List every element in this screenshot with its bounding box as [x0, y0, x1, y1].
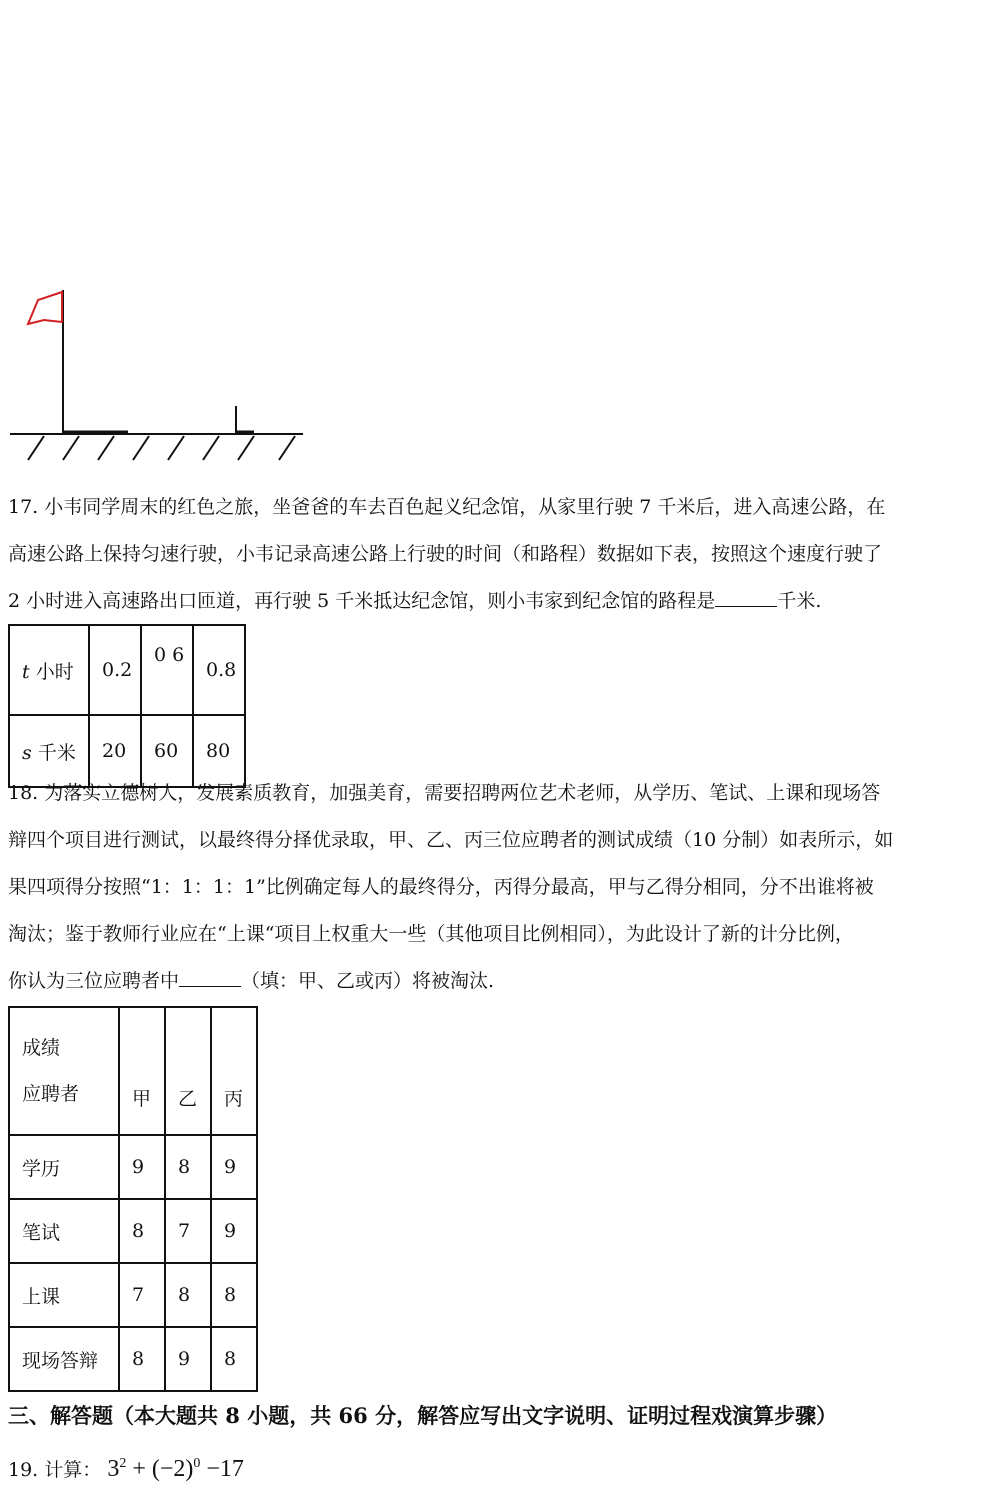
q17-table: [8, 624, 246, 788]
flag-icon: [28, 292, 62, 324]
answer-blank: [715, 588, 777, 607]
table-cell: 7: [165, 1199, 211, 1263]
table-cell: 9: [211, 1135, 257, 1199]
table-cell: 60: [141, 715, 193, 787]
q17-line-1: 17. 小韦同学周末的红色之旅，坐爸爸的车去百色起义纪念馆，从家里行驶 7 千米后，进入高速公路，在: [8, 496, 886, 518]
table-row: [9, 1135, 257, 1199]
q18-table: [8, 1006, 258, 1392]
q19-label: 19. 计算：: [8, 1459, 102, 1481]
table-cell: 8: [211, 1327, 257, 1391]
question-17: [8, 484, 885, 625]
q19-expression: $3^2 + (-2)^0 -17$: [107, 1456, 244, 1482]
table-cell: 7: [119, 1263, 165, 1327]
table-cell: t 小时: [9, 625, 89, 715]
question-19: [8, 1455, 244, 1483]
section-heading: 三、解答题（本大题共 8 小题，共 66 分，解答应写出文字说明、证明过程戏演算步骤）: [8, 1403, 838, 1428]
table-cell: 9: [119, 1135, 165, 1199]
row-label: 学历: [9, 1135, 119, 1199]
table-row: [9, 625, 245, 715]
table-cell: 0 6: [141, 625, 193, 715]
table-cell: s 千米: [9, 715, 89, 787]
row-label: 上课: [9, 1263, 119, 1327]
q18-line-5: 你认为三位应聘者中 （填：甲、乙或丙）将被淘汰.: [8, 970, 495, 992]
q18-line-2: 辩四个项目进行测试，以最终得分择优录取，甲、乙、丙三位应聘者的测试成绩（10 分制）如表所示，如: [8, 829, 894, 851]
table-cell: 9: [211, 1199, 257, 1263]
question-18: [8, 770, 893, 1005]
row-label: 笔试: [9, 1199, 119, 1263]
table-cell: 8: [119, 1327, 165, 1391]
table-cell: 8: [165, 1135, 211, 1199]
ground-hatching: [28, 436, 295, 460]
q18-line-4: 淘汰；鉴于教师行业应在“上课“项目上权重大一些（其他项目比例相同），为此设计了新的计分比例，: [8, 923, 854, 945]
q18-line-1: 18. 为落实立德树人，发展素质教育，加强美育，需要招聘两位艺术老师，从学历、笔试、上课和现场答: [8, 782, 881, 804]
table-row: [9, 1263, 257, 1327]
row-label: 现场答辩: [9, 1327, 119, 1391]
header-diagonal-cell: 成绩 应聘者: [9, 1007, 119, 1135]
q18-line-3: 果四项得分按照“1：1：1：1”比例确定每人的最终得分，丙得分最高，甲与乙得分相同，分不出谁将被: [8, 876, 874, 898]
flagpole-figure: [0, 280, 320, 480]
table-row: [9, 1327, 257, 1391]
table-header-row: [9, 1007, 257, 1135]
column-header: 丙: [211, 1007, 257, 1135]
table-cell: 20: [89, 715, 141, 787]
q17-line-2: 高速公路上保持匀速行驶，小韦记录高速公路上行驶的时间（和路程）数据如下表，按照这个速度行驶了: [8, 543, 883, 565]
table-cell: 8: [211, 1263, 257, 1327]
column-header: 甲: [119, 1007, 165, 1135]
table-cell: 8: [165, 1263, 211, 1327]
table-cell: 8: [119, 1199, 165, 1263]
column-header: 乙: [165, 1007, 211, 1135]
table-cell: 0.8: [193, 625, 245, 715]
table-cell: 0.2: [89, 625, 141, 715]
table-row: [9, 1199, 257, 1263]
answer-blank: [179, 968, 241, 987]
table-cell: 9: [165, 1327, 211, 1391]
q17-line-3: 2 小时进入高速路出口匝道，再行驶 5 千米抵达纪念馆，则小韦家到纪念馆的路程是 千米.: [8, 590, 822, 612]
table-cell: 80: [193, 715, 245, 787]
